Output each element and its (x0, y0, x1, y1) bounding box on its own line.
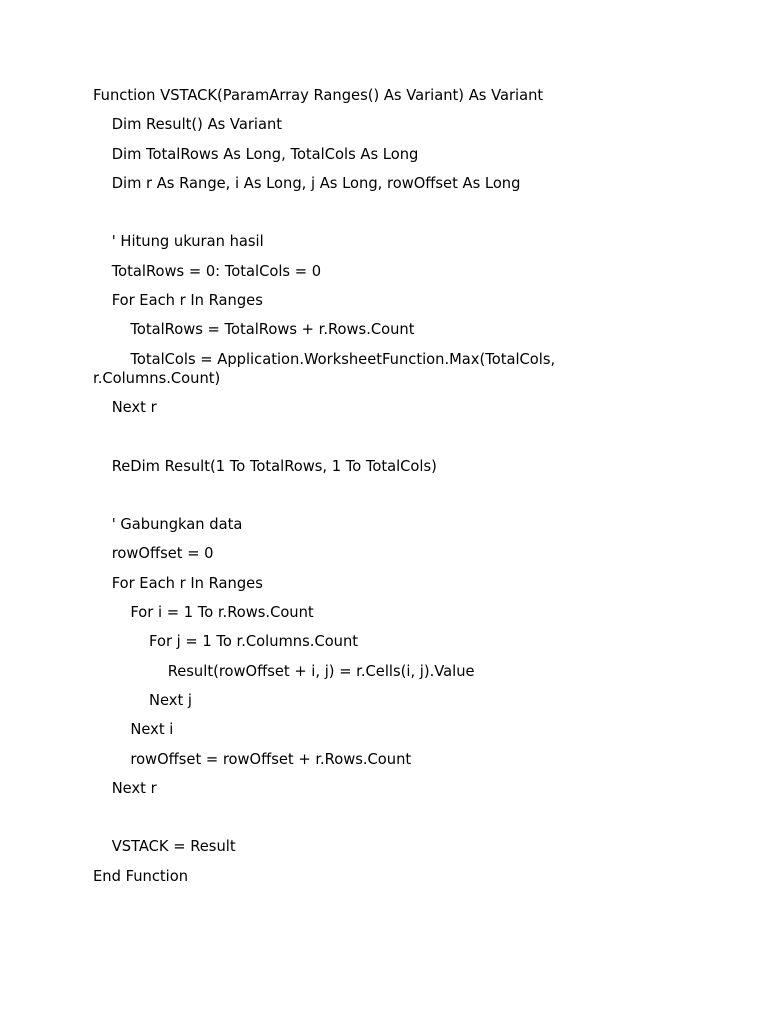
blank-line (93, 427, 593, 446)
code-line: rowOffset = rowOffset + r.Rows.Count (93, 750, 412, 768)
code-line: Result(rowOffset + i, j) = r.Cells(i, j).Value (93, 662, 475, 680)
code-line: TotalCols = Application.WorksheetFunction.Max(TotalCols, r.Columns.Count) (93, 350, 560, 387)
code-line: For i = 1 To r.Rows.Count (93, 604, 314, 622)
code-line: ' Hitung ukuran hasil (93, 233, 264, 251)
code-line: VSTACK = Result (93, 838, 236, 856)
code-line: Next r (93, 398, 157, 416)
code-line: Dim r As Range, i As Long, j As Long, rowOffset As Long (93, 174, 521, 192)
code-line: rowOffset = 0 (93, 545, 214, 563)
code-line: ' Gabungkan data (93, 516, 243, 534)
code-line: Next r (93, 779, 157, 797)
code-line: Dim Result() As Variant (93, 116, 283, 134)
code-line: Next j (93, 691, 192, 709)
code-line: For Each r In Ranges (93, 292, 263, 310)
code-line: TotalRows = TotalRows + r.Rows.Count (93, 321, 415, 339)
code-line: End Function (93, 867, 189, 885)
code-line: Function VSTACK(ParamArray Ranges() As Variant) As Variant (93, 87, 544, 104)
vba-code-block (93, 86, 593, 896)
blank-line (93, 486, 593, 505)
code-line: For Each r In Ranges (93, 574, 263, 592)
code-line: Dim TotalRows As Long, TotalCols As Long (93, 145, 419, 163)
code-line: Next i (93, 721, 174, 739)
code-line: TotalRows = 0: TotalCols = 0 (93, 262, 322, 280)
blank-line (93, 203, 593, 222)
code-line: ReDim Result(1 To TotalRows, 1 To TotalCols) (93, 457, 437, 475)
blank-line (93, 808, 593, 827)
code-line: For j = 1 To r.Columns.Count (93, 633, 359, 651)
